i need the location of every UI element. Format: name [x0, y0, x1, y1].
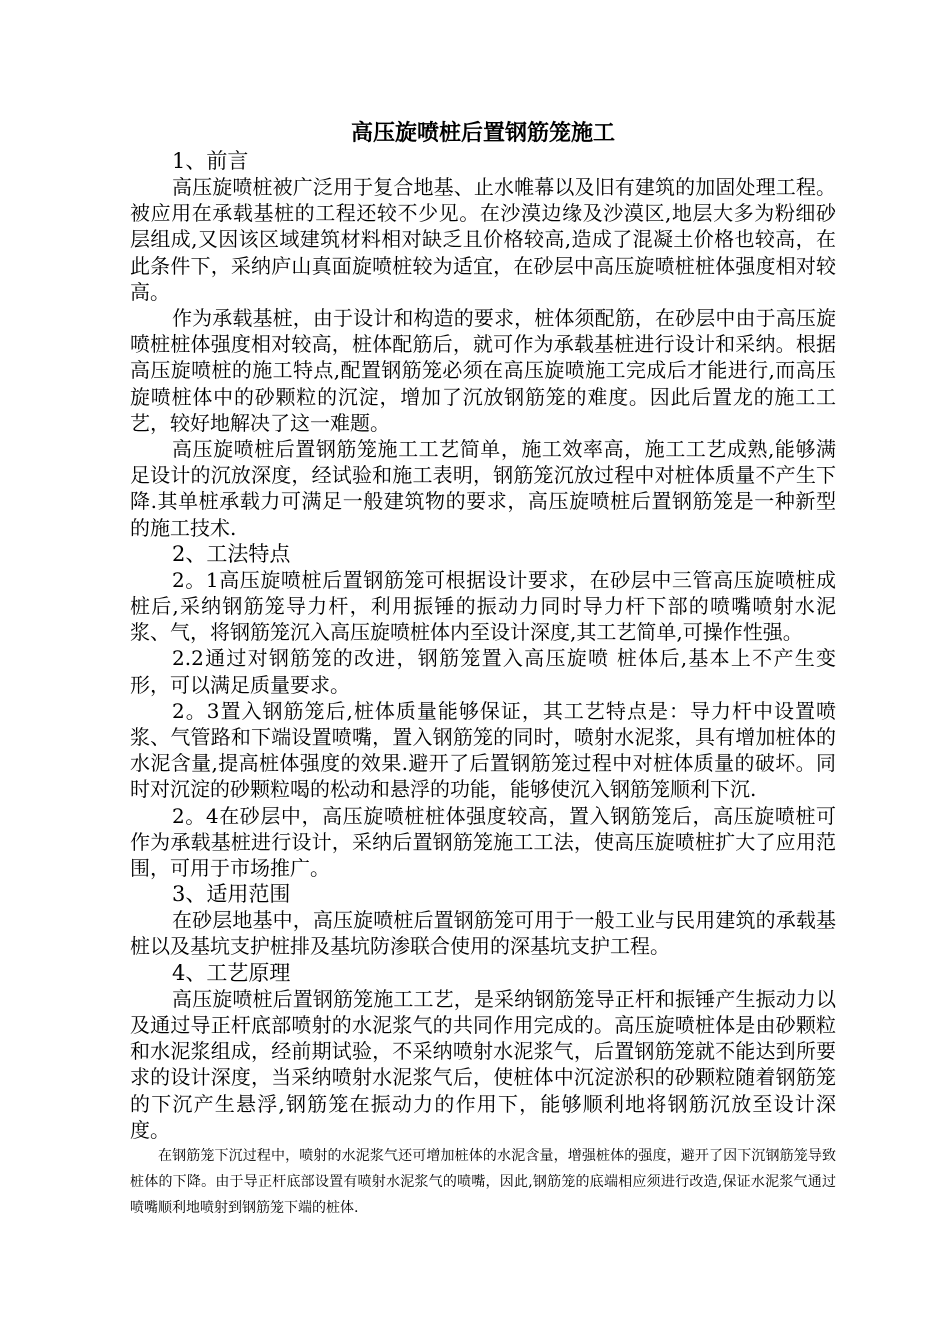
- paragraph: 2。4在砂层中，高压旋喷桩桩体强度较高，置入钢筋笼后，高压旋喷桩可作为承载基桩进行设计，采纳后置钢筋笼施工工法，使高压旋喷桩扩大了应用范围，可用于市场推广。: [130, 803, 836, 881]
- paragraph: 作为承载基桩，由于设计和构造的要求，桩体须配筋，在砂层中由于高压旋喷桩桩体强度相对较高，桩体配筋后，就可作为承载基桩进行设计和采纳。根据高压旋喷桩的施工特点,配置钢筋笼必须在高压旋喷施工完成后才能进行,而高压旋喷桩体中的砂颗粒的沉淀，增加了沉放钢筋笼的难度。因此后置龙的施工工艺，较好地解决了这一难题。: [130, 306, 836, 435]
- section-heading: 2、工法特点: [172, 541, 291, 566]
- section-scope: [130, 881, 836, 959]
- section-heading: 1、前言: [172, 149, 249, 173]
- paragraph: 高压旋喷桩后置钢筋笼施工工艺简单，施工效率高，施工工艺成熟,能够满足设计的沉放深度，经试验和施工表明，钢筋笼沉放过程中对桩体质量不产生下降.其单桩承载力可满足一般建筑物的要求，高压旋喷桩后置钢筋笼是一种新型的施工技术.: [130, 437, 836, 540]
- section-heading: 3、适用范围: [172, 882, 291, 907]
- document-page: [130, 118, 836, 1221]
- paragraph: 2。1高压旋喷桩后置钢筋笼可根据设计要求，在砂层中三管高压旋喷桩成桩后,采纳钢筋笼导力杆，利用振锤的振动力同时导力杆下部的喷嘴喷射水泥浆、气，将钢筋笼沉入高压旋喷桩体内至设计深度,其工艺简单,可操作性强。: [130, 567, 836, 645]
- paragraph: 2。3置入钢筋笼后,桩体质量能够保证，其工艺特点是：导力杆中设置喷浆、气管路和下端设置喷嘴，置入钢筋笼的同时，喷射水泥浆，具有增加桩体的水泥含量,提高桩体强度的效果.避开了后置钢筋笼过程中对桩体质量的破坏。同时对沉淀的砂颗粒喝的松动和悬浮的功能，能够使沉入钢筋笼顺利下沉.: [130, 698, 836, 802]
- paragraph: 在砂层地基中，高压旋喷桩后置钢筋笼可用于一般工业与民用建筑的承载基桩以及基坑支护桩排及基坑防渗联合使用的深基坑支护工程。: [130, 908, 836, 959]
- document-title: 高压旋喷桩后置钢筋笼施工: [350, 120, 615, 146]
- small-paragraph: 在钢筋笼下沉过程中，喷射的水泥浆气还可增加桩体的水泥含量，增强桩体的强度，避开了因下沉钢筋笼导致桩体的下降。由于导正杆底部设置有喷射水泥浆气的喷嘴，因此,钢筋笼的底端相应须进行改造,保证水泥浆气通过喷嘴顺利地喷射到钢筋笼下端的桩体.: [130, 1147, 836, 1216]
- section-process-principle: [130, 960, 836, 1221]
- section-heading: 4、工艺原理: [172, 960, 291, 985]
- paragraph: 高压旋喷桩被广泛用于复合地基、止水帷幕以及旧有建筑的加固处理工程。被应用在承载基桩的工程还较不少见。在沙漠边缘及沙漠区,地层大多为粉细砂层组成,又因该区域建筑材料相对缺乏且价格较高,造成了混凝土价格也较高，在此条件下，采纳庐山真面旋喷桩较为适宜，在砂层中高压旋喷桩桩体强度相对较高。: [130, 175, 836, 304]
- paragraph: 高压旋喷桩后置钢筋笼施工工艺，是采纳钢筋笼导正杆和振锤产生振动力以及通过导正杆底部喷射的水泥浆气的共同作用完成的。高压旋喷桩体是由砂颗粒和水泥浆组成，经前期试验，不采纳喷射水泥浆气，后置钢筋笼就不能达到所要求的设计深度，当采纳喷射水泥浆气后，使桩体中沉淀淤积的砂颗粒随着钢筋笼的下沉产生悬浮,钢筋笼在振动力的作用下，能够顺利地将钢筋沉放至设计深度。: [130, 986, 836, 1142]
- section-method-features: [130, 541, 836, 881]
- section-introduction: [130, 148, 836, 541]
- paragraph: 2.2通过对钢筋笼的改进，钢筋笼置入高压旋喷 桩体后,基本上不产生变形，可以满足质量要求。: [130, 646, 836, 697]
